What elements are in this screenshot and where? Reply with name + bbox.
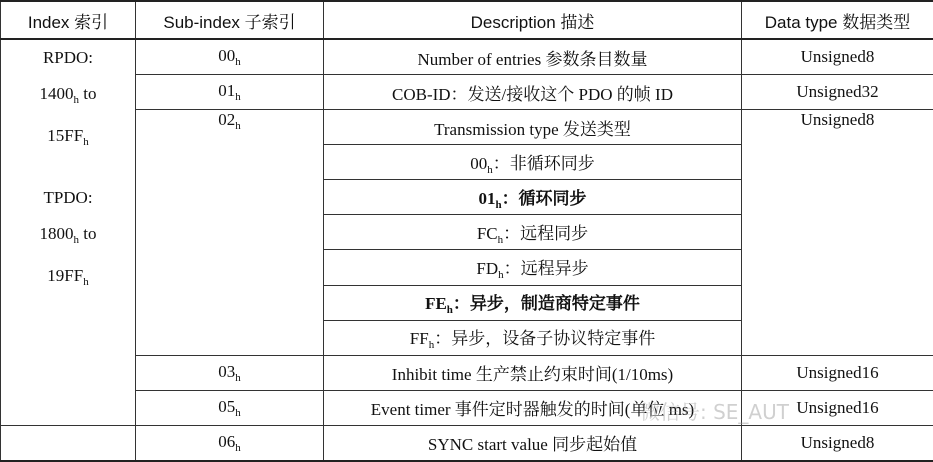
header-sub-index: Sub-index 子索引 [136, 1, 324, 39]
data-type-cell: Unsigned8 [742, 110, 933, 356]
description-cell: SYNC start value 同步起始值 [324, 425, 742, 461]
table-row [1, 425, 933, 461]
sub-index-cell: $03_h$ [136, 355, 324, 390]
index-cell-bottom [1, 425, 136, 461]
description-cell: Transmission type 发送类型 [324, 110, 742, 145]
table-row [1, 75, 933, 110]
table-row [1, 355, 933, 390]
tpdo-range-end: $19FF_h$ [47, 266, 89, 288]
description-cell: COB-ID：发送/接收这个 PDO 的帧 ID [324, 75, 742, 110]
description-cell: Event timer 事件定时器触发的时间(单位 ms) [324, 390, 742, 425]
description-cell: Number of entries 参数条目数量 [324, 39, 742, 75]
description-cell: Inhibit time 生产禁止约束时间(1/10ms) [324, 355, 742, 390]
sub-index-cell: $00_h$ [136, 39, 324, 75]
header-index: Index 索引 [1, 1, 136, 39]
data-type-cell: Unsigned16 [742, 390, 933, 425]
sub-index-cell: $05_h$ [136, 390, 324, 425]
sub-index-cell: $06_h$ [136, 425, 324, 461]
index-range-cell [1, 39, 136, 425]
sub-index-cell: $02_h$ [136, 110, 324, 356]
transmission-type-fc: $FC_h$：远程同步 [324, 215, 742, 250]
rpdo-range-end: $15FF_h$ [47, 126, 89, 148]
data-type-cell: Unsigned8 [742, 39, 933, 75]
header-description: Description 描述 [324, 1, 742, 39]
rpdo-label: RPDO: [42, 48, 94, 67]
tpdo-range-start: $1800_h$ to [39, 224, 97, 246]
transmission-type-00: $00_h$：非循环同步 [324, 145, 742, 180]
sub-index-cell: $01_h$ [136, 75, 324, 110]
transmission-type-01: $01_h$：循环同步 [324, 180, 742, 215]
data-type-cell: Unsigned16 [742, 355, 933, 390]
rpdo-range-start: $1400_h$ to [39, 84, 97, 106]
header-data-type: Data type 数据类型 [742, 1, 933, 39]
data-type-cell: Unsigned8 [742, 425, 933, 461]
transmission-type-ff: $FF_h$：异步，设备子协议特定事件 [324, 320, 742, 355]
header-row [1, 1, 933, 39]
table-row [1, 390, 933, 425]
tpdo-label: TPDO: [43, 188, 93, 207]
transmission-type-fd: $FD_h$：远程异步 [324, 250, 742, 285]
table-row [1, 110, 933, 145]
data-type-cell: Unsigned32 [742, 75, 933, 110]
table-row [1, 39, 933, 75]
transmission-type-fe: $FE_h$：异步，制造商特定事件 [324, 285, 742, 320]
watermark: 微信号: SE_AUT [640, 400, 789, 424]
